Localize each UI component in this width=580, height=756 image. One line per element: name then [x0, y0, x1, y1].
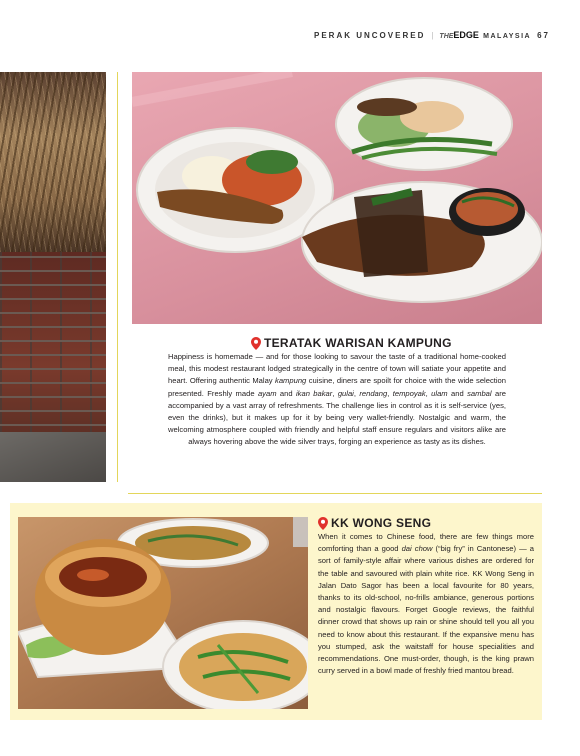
text-italic: rendang — [359, 388, 388, 398]
vertical-rule — [117, 72, 118, 482]
text-italic: dai chow — [401, 544, 433, 554]
photo-chinese-dishes-art — [18, 517, 308, 709]
section-heading-teratak — [251, 336, 452, 350]
text-italic: ikan bakar — [295, 388, 333, 398]
text-run: cuisine, diners are spoilt for choice with the wide selection presented. Freshly made — [168, 376, 506, 398]
logo-the: THE — [439, 33, 454, 40]
section-body-kk-wong-seng — [318, 531, 534, 677]
photo-floor — [0, 432, 106, 482]
text-italic: sambal — [467, 388, 492, 398]
text-run: and — [447, 388, 468, 398]
text-italic: ayam — [257, 388, 277, 398]
text-run: , — [332, 388, 338, 398]
text-italic: ulam — [431, 388, 448, 398]
section-name: PERAK UNCOVERED — [314, 30, 426, 40]
photo-chinese-dishes — [18, 517, 308, 709]
horizontal-rule — [128, 493, 542, 494]
logo-edge: EDGE — [453, 30, 479, 40]
text-run: Happiness is homemade — and for those looking to savour the taste of a traditional home-cooked meal, this modest restaurant lodged strategically in the centre of town will satiate your appetite and heart. Offering authentic Malay — [168, 352, 506, 386]
text-run: are accompanied by a vast array of refreshments. The challenge lies in control as it is self-service (yes, even the drinks), but it makes up for it by being very wallet-friendly. Nostalgic and warm, the welcoming atmosphere coupled with friendly and helpful staff ensure regulars and visitors alike are always hovering above the wide silver trays, forging an experience as tasty as its dishes. — [168, 388, 506, 447]
page-number: 67 — [537, 30, 550, 40]
text-run: , — [353, 388, 360, 398]
photo-malay-dishes-art — [132, 72, 542, 324]
section-title: KK WONG SENG — [331, 516, 432, 530]
text-italic: tempoyak — [392, 388, 426, 398]
text-run: (“big fry” in Cantonese) — a sort of family-style affair where various dishes are ordered for the table and savoured with plain white rice. KK Wong Seng in Jalan Dato Sagor has been a local favourite for 80 years, thanks to its old-school, no-frills ambiance, generous portions and nostalgic flavours. Forget Google reviews, the faithful dinner crowd that shows up rain or shine should tell you all you need to know about this restaurant. If the expansive menu has you stumped, ask the waitstaff for house specialities and recommendations. One must-order, though, is the king prawn curry served in a bowl made of freshly fried mantou bread. — [318, 544, 534, 676]
section-heading-kk-wong-seng — [318, 516, 431, 530]
photo-thatch-roof — [0, 72, 106, 252]
text-run: , — [387, 388, 393, 398]
separator: | — [431, 30, 434, 40]
logo-country: MALAYSIA — [483, 33, 532, 40]
running-head — [314, 30, 550, 40]
text-run: and — [276, 388, 296, 398]
photo-malay-dishes — [132, 72, 542, 324]
text-italic: kampung — [275, 376, 307, 386]
text-italic: gulai — [337, 388, 354, 398]
text-run: When it comes to Chinese food, there are few things more comforting than a good — [318, 532, 534, 554]
section-body-teratak — [168, 351, 506, 449]
publication-logo — [439, 30, 531, 40]
photo-brick-wall — [0, 72, 106, 482]
section-title: TERATAK WARISAN KAMPUNG — [264, 336, 452, 350]
text-run: , — [425, 388, 432, 398]
map-pin-icon — [251, 337, 261, 350]
map-pin-icon — [318, 517, 328, 530]
